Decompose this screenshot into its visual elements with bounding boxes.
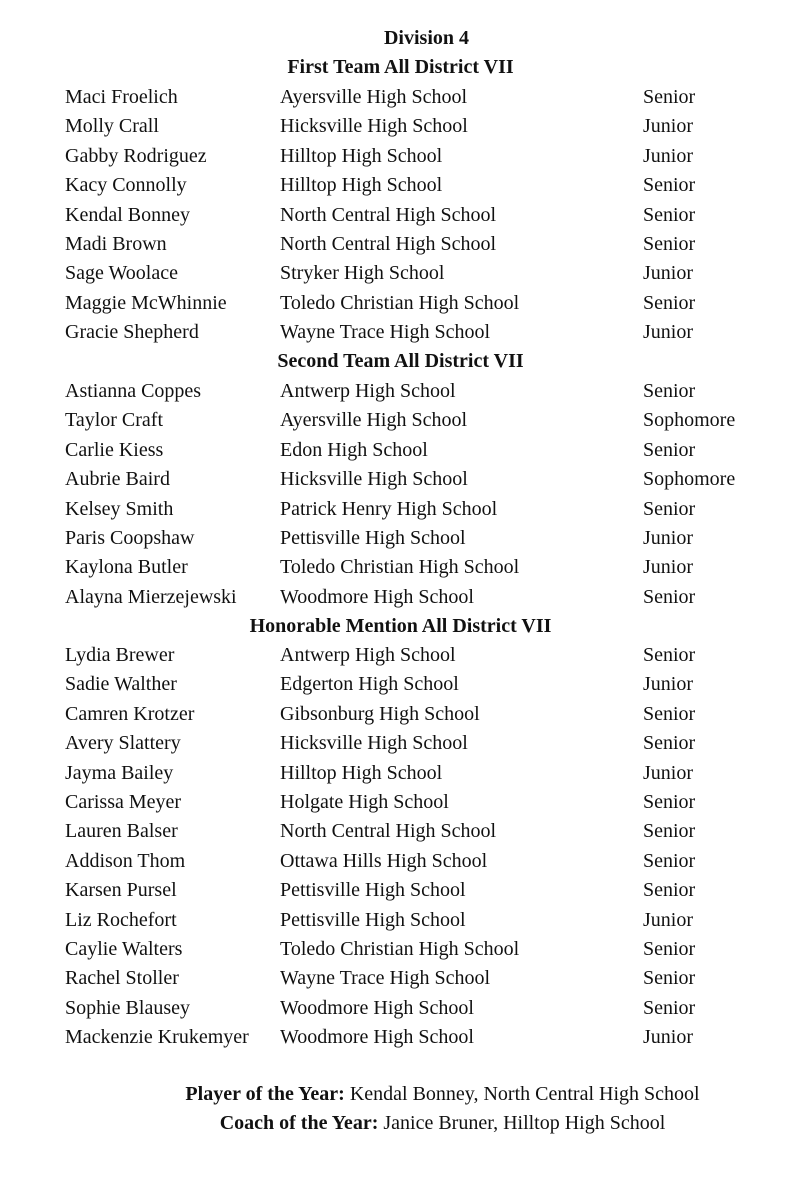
roster-row — [0, 583, 801, 612]
roster-row — [0, 935, 801, 964]
roster-row — [0, 289, 801, 318]
school-name: Wayne Trace High School — [280, 967, 491, 990]
class-year: Senior — [643, 232, 696, 255]
school-name: Antwerp High School — [280, 380, 456, 402]
school-name: Pettisville High School — [280, 879, 466, 902]
school-name: Ottawa Hills High School — [280, 849, 488, 872]
player-name: Carlie Kiess — [65, 438, 164, 461]
player-name: Maggie McWhinnie — [65, 291, 227, 314]
player-name: Lauren Balser — [65, 820, 178, 843]
school-name: Wayne Trace High School — [280, 321, 491, 344]
school-name: Hicksville High School — [280, 468, 468, 491]
school-name: Pettisville High School — [280, 526, 466, 549]
school-name: Hicksville High School — [280, 115, 468, 138]
roster-row — [0, 553, 801, 582]
division-title: Division 4 — [383, 27, 470, 49]
roster-row — [0, 906, 801, 935]
coach-of-the-year-value: Janice Bruner, Hilltop High School — [383, 1112, 666, 1134]
class-year: Senior — [643, 849, 696, 872]
player-name: Paris Coopshaw — [65, 526, 195, 549]
class-year: Senior — [643, 790, 696, 813]
honorable-mention-heading: Honorable Mention All District VII — [249, 615, 552, 637]
player-name: Lydia Brewer — [65, 644, 175, 666]
roster-row — [0, 83, 801, 112]
player-name: Mackenzie Krukemyer — [65, 1026, 249, 1049]
class-year: Sophomore — [643, 409, 736, 432]
roster-row — [0, 436, 801, 465]
honorable-mention-list — [0, 641, 801, 1052]
player-name: Carissa Meyer — [65, 790, 182, 813]
school-name: Hilltop High School — [280, 144, 443, 167]
player-name: Kendal Bonney — [65, 203, 190, 226]
school-name: Woodmore High School — [280, 1026, 474, 1049]
class-year: Senior — [643, 732, 696, 755]
player-name: Astianna Coppes — [65, 380, 202, 402]
class-year: Senior — [643, 497, 696, 520]
school-name: Edgerton High School — [280, 673, 459, 696]
roster-row — [0, 495, 801, 524]
school-name: Edon High School — [280, 438, 428, 461]
player-name: Karsen Pursel — [65, 879, 177, 902]
school-name: North Central High School — [280, 232, 497, 255]
coach-of-the-year-label: Coach of the Year: — [219, 1112, 379, 1134]
player-name: Kelsey Smith — [65, 497, 174, 520]
second-team-list — [0, 377, 801, 612]
school-name: Gibsonburg High School — [280, 702, 480, 725]
player-name: Camren Krotzer — [65, 702, 195, 725]
school-name: Woodmore High School — [280, 585, 474, 608]
roster-row — [0, 524, 801, 553]
player-name: Gracie Shepherd — [65, 321, 199, 344]
player-name: Aubrie Baird — [65, 468, 170, 491]
player-name: Kacy Connolly — [65, 174, 187, 197]
class-year: Junior — [643, 144, 693, 167]
player-name: Taylor Craft — [65, 409, 164, 432]
player-name: Caylie Walters — [65, 937, 183, 960]
player-of-the-year-value: Kendal Bonney, North Central High School — [349, 1083, 700, 1105]
player-name: Alayna Mierzejewski — [65, 585, 237, 608]
player-name: Addison Thom — [65, 849, 186, 872]
class-year: Sophomore — [643, 468, 736, 491]
class-year: Senior — [643, 820, 696, 843]
roster-row — [0, 817, 801, 846]
player-name: Sophie Blausey — [65, 996, 190, 1019]
class-year: Junior — [643, 262, 693, 285]
player-name: Avery Slattery — [65, 732, 181, 755]
class-year: Senior — [643, 644, 696, 666]
roster-row — [0, 876, 801, 905]
class-year: Senior — [643, 380, 696, 402]
coach-of-the-year — [42, 1109, 801, 1137]
school-name: Holgate High School — [280, 790, 449, 813]
school-name: Toledo Christian High School — [280, 291, 520, 314]
school-name: North Central High School — [280, 203, 497, 226]
player-of-the-year — [42, 1080, 801, 1108]
school-name: Patrick Henry High School — [280, 497, 498, 520]
roster-row — [0, 318, 801, 347]
class-year: Senior — [643, 203, 696, 226]
player-name: Madi Brown — [65, 232, 167, 255]
roster-row — [0, 670, 801, 699]
roster-row — [0, 201, 801, 230]
roster-row — [0, 406, 801, 435]
school-name: Hilltop High School — [280, 174, 443, 197]
class-year: Senior — [643, 702, 696, 725]
roster-row — [0, 465, 801, 494]
player-name: Molly Crall — [65, 115, 159, 138]
roster-row — [0, 142, 801, 171]
class-year: Junior — [643, 526, 693, 549]
player-name: Maci Froelich — [65, 86, 178, 108]
class-year: Senior — [643, 438, 696, 461]
roster-row — [0, 1023, 801, 1052]
school-name: Toledo Christian High School — [280, 556, 520, 579]
class-year: Senior — [643, 996, 696, 1019]
class-year: Senior — [643, 174, 696, 197]
roster-row — [0, 729, 801, 758]
class-year: Senior — [643, 879, 696, 902]
roster-row — [0, 700, 801, 729]
roster-row — [0, 230, 801, 259]
school-name: Ayersville High School — [280, 86, 468, 108]
first-team-heading: First Team All District VII — [287, 56, 514, 78]
school-name: Pettisville High School — [280, 908, 466, 931]
player-name: Jayma Bailey — [65, 761, 174, 784]
class-year: Junior — [643, 908, 693, 931]
school-name: North Central High School — [280, 820, 497, 843]
school-name: Ayersville High School — [280, 409, 468, 432]
player-name: Sadie Walther — [65, 673, 177, 696]
second-team-heading: Second Team All District VII — [277, 350, 524, 372]
roster-row — [0, 171, 801, 200]
class-year: Junior — [643, 556, 693, 579]
school-name: Hilltop High School — [280, 761, 443, 784]
class-year: Junior — [643, 115, 693, 138]
class-year: Junior — [643, 761, 693, 784]
player-name: Rachel Stoller — [65, 967, 179, 990]
school-name: Stryker High School — [280, 262, 445, 285]
roster-row — [0, 377, 801, 406]
class-year: Senior — [643, 937, 696, 960]
player-name: Sage Woolace — [65, 262, 178, 285]
class-year: Junior — [643, 321, 693, 344]
class-year: Senior — [643, 967, 696, 990]
roster-row — [0, 759, 801, 788]
roster-row — [0, 112, 801, 141]
school-name: Hicksville High School — [280, 732, 468, 755]
school-name: Toledo Christian High School — [280, 937, 520, 960]
roster-row — [0, 994, 801, 1023]
class-year: Senior — [643, 86, 696, 108]
class-year: Senior — [643, 585, 696, 608]
player-name: Liz Rochefort — [65, 908, 177, 931]
roster-row — [0, 259, 801, 288]
class-year: Junior — [643, 673, 693, 696]
player-of-the-year-label: Player of the Year: — [185, 1083, 345, 1105]
class-year: Junior — [643, 1026, 693, 1049]
class-year: Senior — [643, 291, 696, 314]
roster-row — [0, 641, 801, 670]
roster-row — [0, 847, 801, 876]
first-team-list — [0, 83, 801, 348]
roster-row — [0, 788, 801, 817]
roster-row — [0, 964, 801, 993]
player-name: Kaylona Butler — [65, 556, 188, 579]
school-name: Woodmore High School — [280, 996, 474, 1019]
player-name: Gabby Rodriguez — [65, 144, 207, 167]
school-name: Antwerp High School — [280, 644, 456, 666]
